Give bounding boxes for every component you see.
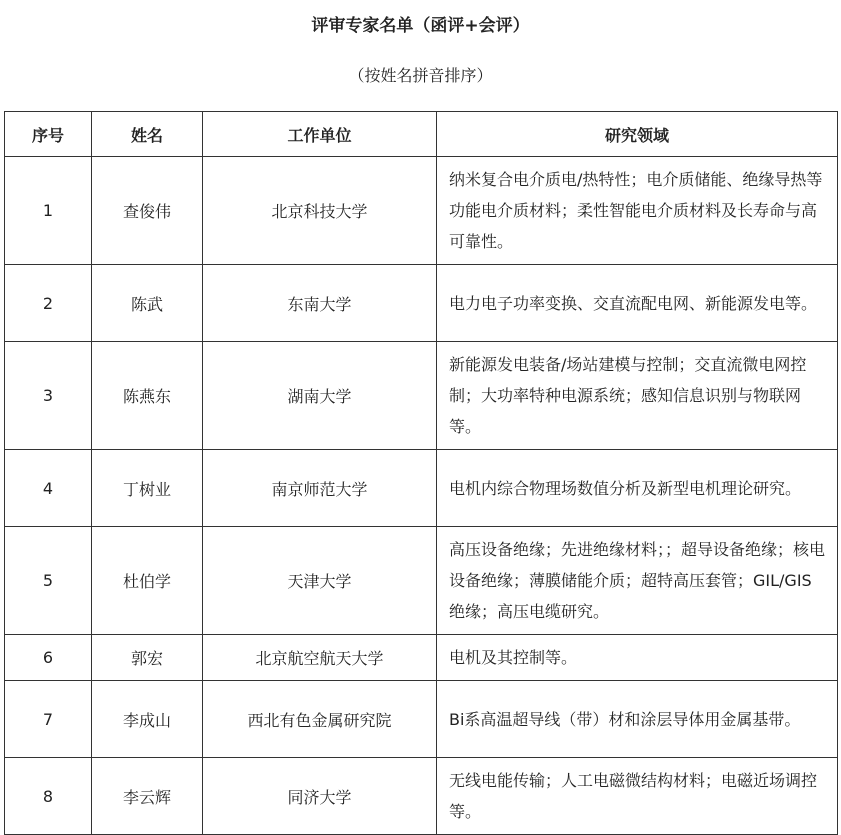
cell-name: 李云辉	[92, 758, 203, 835]
table-row	[5, 527, 838, 635]
table-row	[5, 635, 838, 681]
cell-name: 陈燕东	[92, 342, 203, 450]
page-title: 评审专家名单（函评+会评）	[311, 16, 530, 36]
table-row	[5, 681, 838, 758]
cell-name: 陈武	[92, 265, 203, 342]
table-row	[5, 157, 838, 265]
cell-org: 北京航空航天大学	[203, 635, 437, 681]
cell-field: 电机及其控制等。	[437, 635, 838, 681]
cell-no: 6	[5, 635, 92, 681]
cell-org: 东南大学	[203, 265, 437, 342]
cell-name: 杜伯学	[92, 527, 203, 635]
cell-no: 4	[5, 450, 92, 527]
cell-org: 天津大学	[203, 527, 437, 635]
cell-no: 3	[5, 342, 92, 450]
header-org: 工作单位	[203, 112, 437, 157]
cell-name: 丁树业	[92, 450, 203, 527]
cell-org: 西北有色金属研究院	[203, 681, 437, 758]
cell-field: 高压设备绝缘；先进绝缘材料；；超导设备绝缘；核电设备绝缘；薄膜储能介质；超特高压套管；GIL/GIS绝缘；高压电缆研究。	[437, 527, 838, 635]
expert-table	[4, 111, 838, 835]
cell-name: 查俊伟	[92, 157, 203, 265]
cell-field: 新能源发电装备/场站建模与控制；交直流微电网控制；大功率特种电源系统；感知信息识别与物联网等。	[437, 342, 838, 450]
cell-org: 同济大学	[203, 758, 437, 835]
header-field: 研究领域	[437, 112, 838, 157]
header-no: 序号	[5, 112, 92, 157]
table-row	[5, 265, 838, 342]
table-row	[5, 758, 838, 835]
cell-name: 郭宏	[92, 635, 203, 681]
cell-org: 南京师范大学	[203, 450, 437, 527]
header-name: 姓名	[92, 112, 203, 157]
cell-no: 1	[5, 157, 92, 265]
cell-org: 北京科技大学	[203, 157, 437, 265]
table-header-row	[5, 112, 838, 157]
cell-field: Bi系高温超导线（带）材和涂层导体用金属基带。	[437, 681, 838, 758]
cell-no: 7	[5, 681, 92, 758]
cell-org: 湖南大学	[203, 342, 437, 450]
cell-no: 8	[5, 758, 92, 835]
table-row	[5, 342, 838, 450]
cell-field: 纳米复合电介质电/热特性；电介质储能、绝缘导热等功能电介质材料；柔性智能电介质材料及长寿命与高可靠性。	[437, 157, 838, 265]
cell-no: 2	[5, 265, 92, 342]
cell-field: 无线电能传输；人工电磁微结构材料；电磁近场调控等。	[437, 758, 838, 835]
cell-name: 李成山	[92, 681, 203, 758]
table-row	[5, 450, 838, 527]
page-subtitle: （按姓名拼音排序）	[348, 66, 493, 85]
cell-field: 电机内综合物理场数值分析及新型电机理论研究。	[437, 450, 838, 527]
cell-no: 5	[5, 527, 92, 635]
cell-field: 电力电子功率变换、交直流配电网、新能源发电等。	[437, 265, 838, 342]
